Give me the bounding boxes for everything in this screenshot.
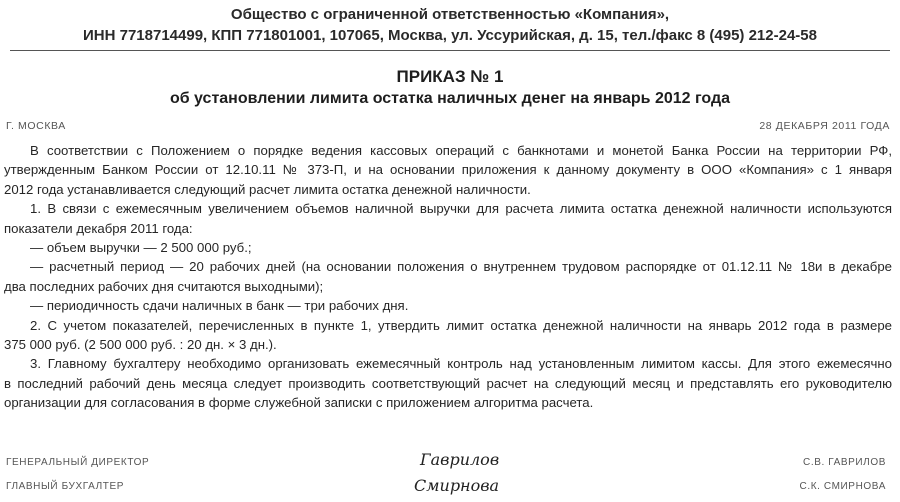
accountant-title: ГЛАВНЫЙ БУХГАЛТЕР (6, 481, 124, 492)
body-line: 1. В связи с ежемесячным увеличением объемов наличной выручки для расчета лимита остатка денежной наличности используются (30, 201, 892, 217)
body-line: утвержденным Банком России от 12.10.11 № 373-П, и на основании приложения к данному документу в ООО «Компания» с 1 января (4, 162, 892, 178)
header-divider (10, 50, 890, 51)
organization-name: Общество с ограниченной ответственностью «Компания», (230, 6, 670, 23)
director-name: С.В. ГАВРИЛОВ (803, 457, 886, 468)
accountant-signature: Смирнова (414, 476, 500, 495)
body-line: 2. С учетом показателей, перечисленных в пункте 1, утвердить лимит остатка денежной наличности на январь 2012 года в размере (30, 317, 892, 333)
order-title: ПРИКАЗ № 1 (396, 67, 504, 86)
body-line: В соответствии с Положением о порядке ведения кассовых операций с банкнотами и монетой Банка России на территории РФ, (30, 143, 892, 158)
body-line: — расчетный период — 20 рабочих дней (на основании положения о внутреннем трудовом распорядке от 01.12.11 № 18и в декабре (30, 259, 892, 275)
body-line: 3. Главному бухгалтеру необходимо организовать ежемесячный контроль над установленным лимитом кассы. Для этого ежемесячно (30, 356, 892, 372)
body-line: 375 000 руб. (2 500 000 руб. : 20 дн. × 3 дн.). (4, 337, 277, 353)
accountant-name: С.К. СМИРНОВА (799, 481, 886, 492)
body-line: — периодичность сдачи наличных в банк — три рабочих дня. (30, 298, 409, 314)
body-line: организации для согласования в форме служебной записки с приложением алгоритма расчета. (4, 395, 594, 411)
body-line: — объем выручки — 2 500 000 руб.; (30, 240, 252, 256)
body-line: показатели декабря 2011 года: (4, 220, 193, 236)
order-date: 28 ДЕКАБРЯ 2011 ГОДА (759, 120, 890, 132)
director-title: ГЕНЕРАЛЬНЫЙ ДИРЕКТОР (6, 457, 150, 468)
order-city: Г. МОСКВА (6, 120, 66, 132)
order-subtitle: об установлении лимита остатка наличных денег на январь 2012 года (169, 90, 731, 107)
director-signature: Гаврилов (420, 450, 500, 469)
body-line: в последний рабочий день месяца следует производить соответствующий расчет на следующий месяц и представлять его руководителю (4, 375, 892, 391)
body-line: два последних рабочих дня считаются выходными); (4, 278, 324, 294)
order-body (4, 141, 892, 413)
organization-details: ИНН 7718714499, КПП 771801001, 107065, Москва, ул. Уссурийская, д. 15, тел./факс 8 (495) 212-24-58 (83, 27, 817, 44)
body-line: 2012 года устанавливается следующий расчет лимита остатка денежной наличности. (4, 181, 531, 197)
